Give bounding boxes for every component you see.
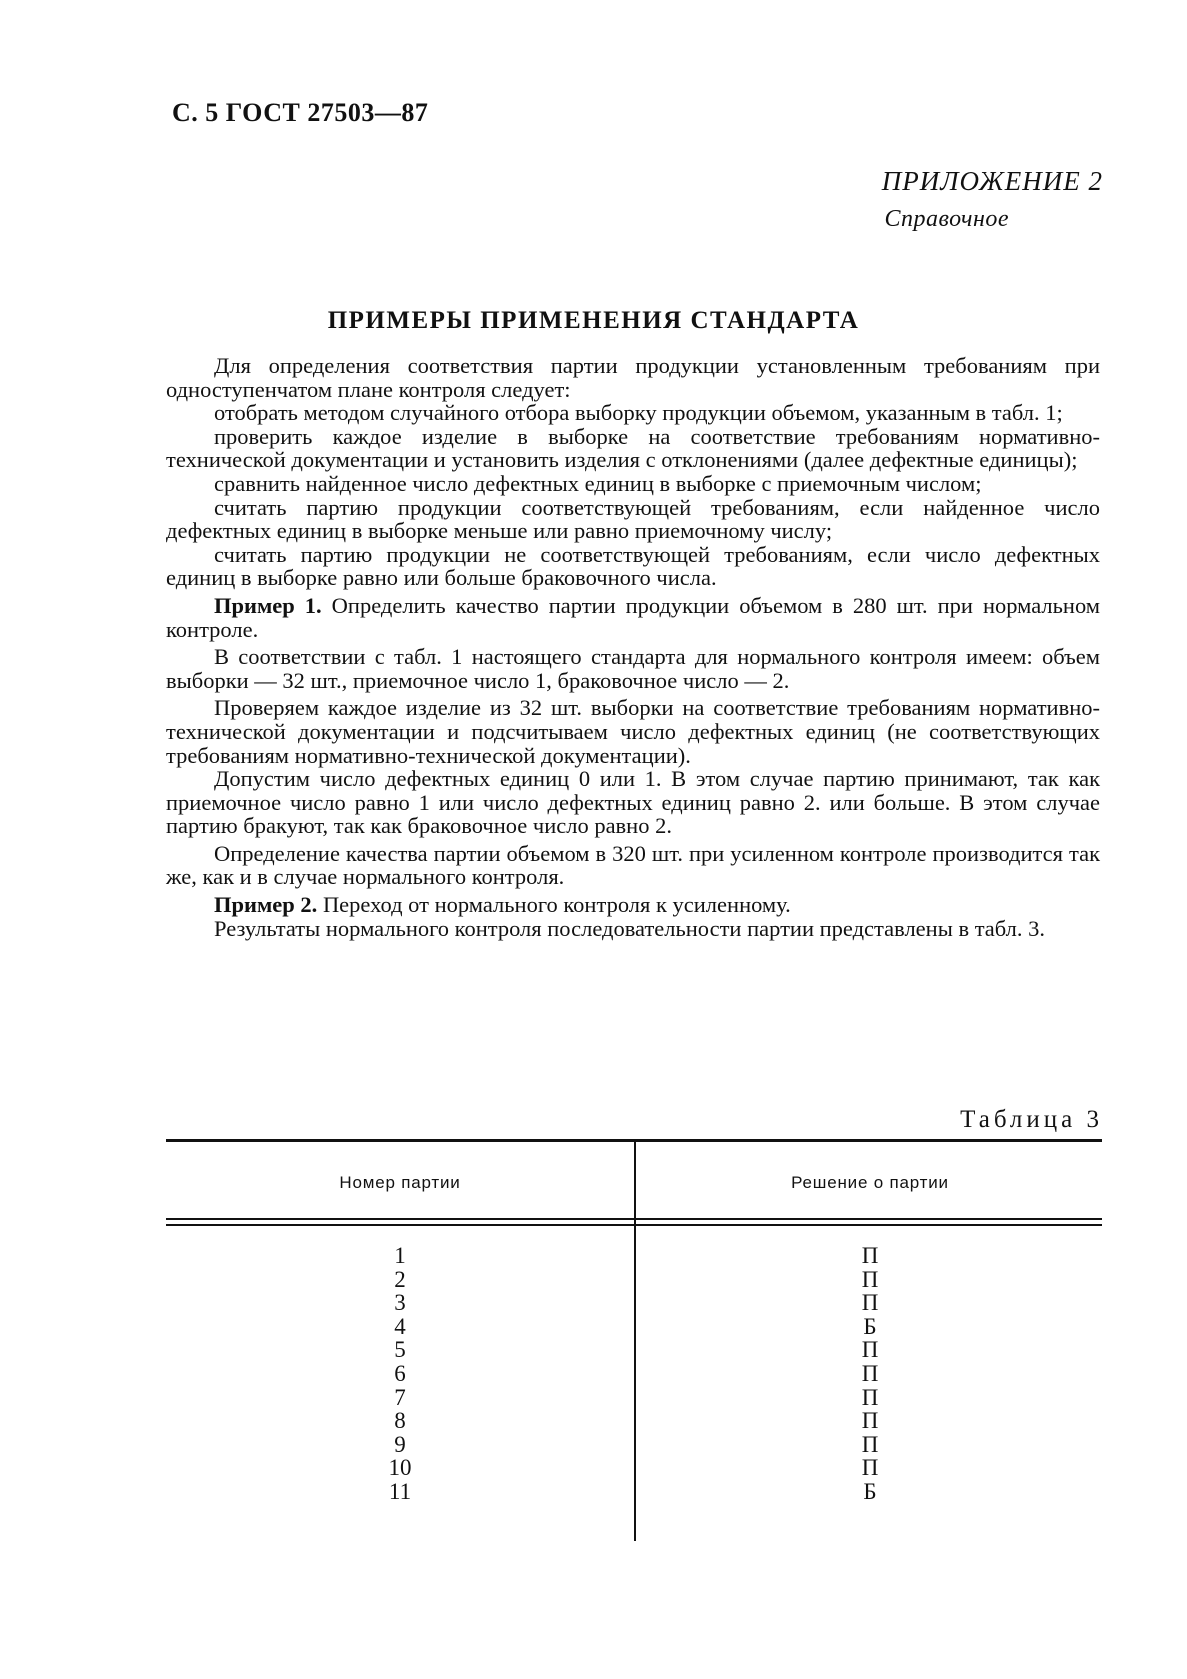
batch-number-cell: 3 (394, 1290, 406, 1316)
paragraph-text: Допустим число дефектных единиц 0 или 1. В этом случае партию принимают, так как приемочное число равно 1 или число дефектных единиц равно 2. или больше. В этом случае партию бракуют, так как браковочное число равно 2. (166, 766, 1100, 839)
paragraph (166, 543, 1100, 590)
batch-decision-cell: П (861, 1337, 879, 1363)
paragraph (166, 425, 1100, 472)
paragraph-text: считать партию продукции соответствующей требованиям, если найденное число дефектных единиц в выборке меньше или равно приемочному числу; (166, 494, 1100, 544)
paragraph-text: Определение качества партии объемом в 320 шт. при усиленном контроле производится так же, как и в случае нормального контроля. (166, 840, 1100, 890)
batch-decision-cell: П (861, 1408, 879, 1434)
reference-label: Справочное (884, 206, 1009, 232)
batch-number-cell: 11 (388, 1478, 412, 1504)
table-caption: Таблица 3 (960, 1106, 1103, 1133)
batch-decision-cell: П (861, 1455, 879, 1481)
paragraph (166, 696, 1100, 767)
paragraph (166, 472, 1100, 496)
example-label: Пример 1. (214, 592, 322, 618)
results-table (166, 1139, 1102, 1541)
batch-decision-cell: П (861, 1243, 879, 1268)
batch-decision-column (636, 1244, 1104, 1504)
paragraph-text: В соответствии с табл. 1 настоящего стандарта для нормального контроля имеем: объем выборки — 32 шт., приемочное число 1, браковочное число — 2. (166, 644, 1100, 693)
batch-number-column (166, 1244, 634, 1504)
paragraph-text: сравнить найденное число дефектных единиц в выборке с приемочным числом; (214, 470, 982, 496)
batch-decision-cell: П (861, 1266, 879, 1292)
paragraph-text: проверить каждое изделие в выборке на соответствие требованиям нормативно-технической документации и установить изделия с отклонениями (далее дефектные единицы); (166, 423, 1100, 473)
column-header-batch-number: Номер партии (339, 1173, 461, 1192)
batch-decision-cell: Б (863, 1313, 877, 1339)
paragraph-text: Проверяем каждое изделие из 32 шт. выборки на соответствие требованиям нормативно-технической документации и подсчитываем число дефектных единиц (не соответствующих требованиям нормативно-технической документации). (166, 695, 1100, 768)
example-label: Пример 2. (214, 892, 318, 918)
paragraph-text: Переход от нормального контроля к усиленному. (317, 892, 791, 918)
batch-decision-cell: П (861, 1431, 879, 1457)
batch-decision-cell: П (861, 1290, 879, 1316)
batch-number-cell: 10 (388, 1455, 412, 1481)
paragraph (166, 645, 1100, 692)
paragraph (166, 842, 1100, 889)
batch-decision-cell: П (861, 1360, 879, 1386)
paragraph-text: считать партию продукции не соответствующей требованиям, если число дефектных единиц в выборке равно или больше браковочного числа. (166, 541, 1100, 591)
paragraph (166, 594, 1100, 641)
document-code: С. 5 ГОСТ 27503—87 (172, 98, 429, 127)
appendix-label: ПРИЛОЖЕНИЕ 2 (881, 166, 1103, 196)
paragraph (166, 917, 1100, 941)
paragraph (166, 893, 1100, 917)
paragraph-text: отобрать методом случайного отбора выборку продукции объемом, указанным в табл. 1; (214, 400, 1063, 426)
batch-number-cell: 6 (394, 1360, 406, 1386)
batch-number-cell: 4 (394, 1313, 406, 1339)
batch-number-cell: 5 (394, 1337, 406, 1363)
batch-number-cell: 8 (394, 1408, 406, 1434)
paragraph-text: Результаты нормального контроля последовательности партии представлены в табл. 3. (214, 915, 1046, 941)
column-header-batch-decision: Решение о партии (791, 1173, 949, 1192)
batch-decision-cell: Б (863, 1478, 877, 1504)
section-title: ПРИМЕРЫ ПРИМЕНЕНИЯ СТАНДАРТА (327, 307, 860, 334)
paragraph (166, 496, 1100, 543)
paragraph (166, 401, 1100, 425)
paragraph (166, 354, 1100, 401)
paragraph (166, 767, 1100, 838)
batch-number-cell: 2 (394, 1266, 406, 1292)
paragraph-text: Для определения соответствия партии продукции установленным требованиям при одноступенчатом плане контроля следует: (166, 353, 1100, 402)
batch-number-cell: 7 (394, 1384, 406, 1410)
batch-number-cell: 1 (394, 1243, 406, 1268)
body-text (166, 354, 1100, 940)
batch-number-cell: 9 (394, 1431, 406, 1457)
batch-decision-cell: П (861, 1384, 879, 1410)
paragraph-text: Определить качество партии продукции объемом в 280 шт. при нормальном контроле. (166, 592, 1101, 642)
